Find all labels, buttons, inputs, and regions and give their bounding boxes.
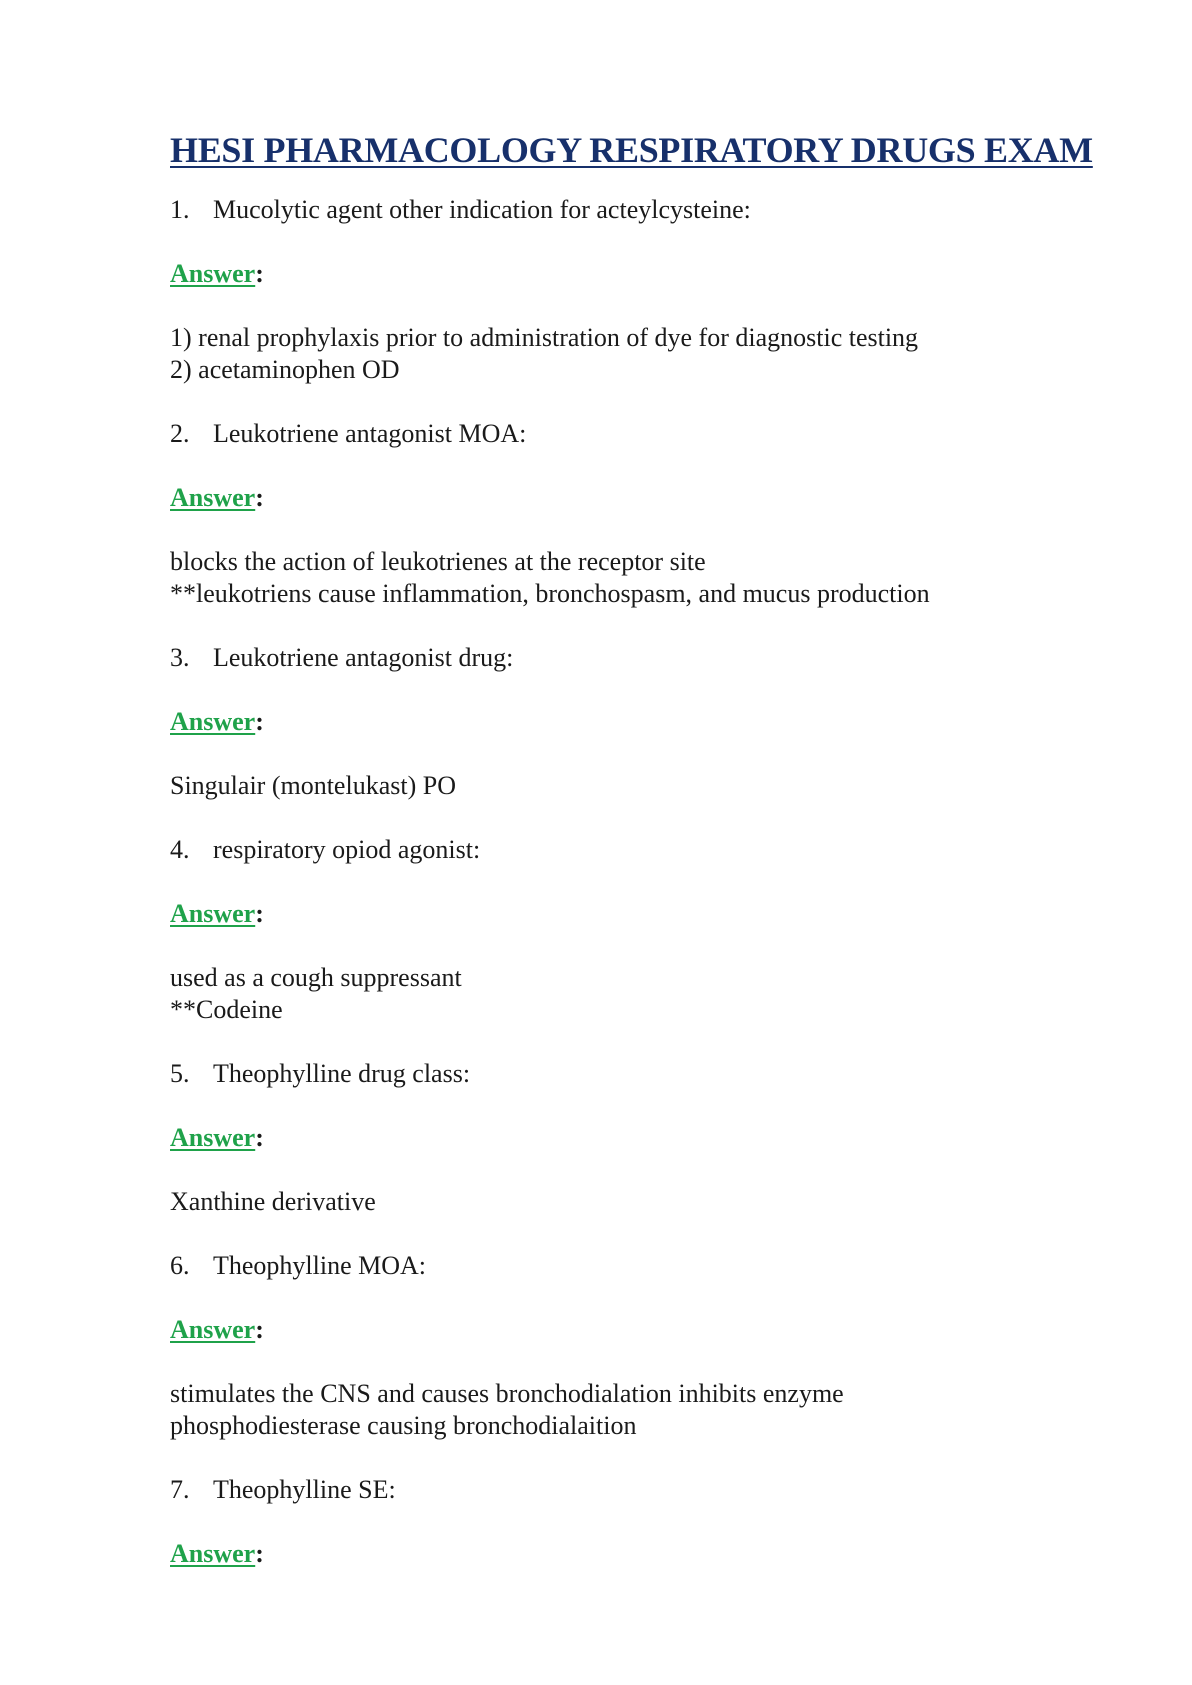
question-text: Theophylline drug class: bbox=[213, 1059, 471, 1088]
answer-label bbox=[170, 898, 1130, 930]
question-text: Mucolytic agent other indication for acteylcysteine: bbox=[213, 195, 751, 224]
question-number: 2. bbox=[170, 419, 190, 448]
answer-label-colon: : bbox=[255, 1539, 264, 1568]
question-text-row bbox=[170, 1058, 1130, 1090]
answer-label-colon: : bbox=[255, 483, 264, 512]
answer-label-word: Answer bbox=[170, 259, 256, 288]
question-item bbox=[170, 834, 1130, 1026]
answer-label-colon: : bbox=[255, 1315, 264, 1344]
question-text-row bbox=[170, 1250, 1130, 1282]
answer-line: stimulates the CNS and causes bronchodialation inhibits enzyme bbox=[170, 1379, 844, 1408]
answer-line: blocks the action of leukotrienes at the receptor site bbox=[170, 547, 706, 576]
answer-line: **Codeine bbox=[170, 995, 283, 1024]
question-text: Theophylline SE: bbox=[213, 1475, 396, 1504]
question-item bbox=[170, 418, 1130, 610]
question-text-row bbox=[170, 418, 1130, 450]
question-text: Leukotriene antagonist drug: bbox=[213, 643, 514, 672]
question-text: Leukotriene antagonist MOA: bbox=[213, 419, 527, 448]
question-number: 3. bbox=[170, 643, 190, 672]
answer-label bbox=[170, 258, 1130, 290]
answer-text bbox=[170, 1378, 1130, 1442]
answer-label-colon: : bbox=[255, 899, 264, 928]
answer-label-word: Answer bbox=[170, 899, 256, 928]
answer-text bbox=[170, 1186, 1130, 1218]
question-text-row bbox=[170, 1474, 1130, 1506]
question-text-row bbox=[170, 194, 1130, 226]
answer-label-word: Answer bbox=[170, 483, 256, 512]
answer-text bbox=[170, 770, 1130, 802]
question-text: Theophylline MOA: bbox=[213, 1251, 427, 1280]
answer-line: 1) renal prophylaxis prior to administration of dye for diagnostic testing bbox=[170, 323, 919, 352]
question-text-row bbox=[170, 642, 1130, 674]
question-item bbox=[170, 1474, 1130, 1570]
question-item bbox=[170, 1250, 1130, 1442]
question-item bbox=[170, 194, 1130, 386]
answer-text bbox=[170, 322, 1130, 386]
answer-label bbox=[170, 482, 1130, 514]
answer-line: Singulair (montelukast) PO bbox=[170, 771, 456, 800]
answer-line: used as a cough suppressant bbox=[170, 963, 462, 992]
answer-label-colon: : bbox=[255, 259, 264, 288]
question-item bbox=[170, 642, 1130, 802]
answer-label-word: Answer bbox=[170, 1315, 256, 1344]
answer-label-word: Answer bbox=[170, 1539, 256, 1568]
answer-text bbox=[170, 546, 1130, 610]
question-number: 7. bbox=[170, 1475, 190, 1504]
question-number: 5. bbox=[170, 1059, 190, 1088]
answer-line: 2) acetaminophen OD bbox=[170, 355, 400, 384]
question-text-row bbox=[170, 834, 1130, 866]
document-title: HESI PHARMACOLOGY RESPIRATORY DRUGS EXAM bbox=[170, 130, 1093, 170]
answer-label-colon: : bbox=[255, 1123, 264, 1152]
answer-label bbox=[170, 1122, 1130, 1154]
question-number: 1. bbox=[170, 195, 190, 224]
document-page bbox=[170, 128, 1130, 1602]
answer-line: phosphodiesterase causing bronchodialaition bbox=[170, 1411, 637, 1440]
answer-label-word: Answer bbox=[170, 1123, 256, 1152]
answer-label-colon: : bbox=[255, 707, 264, 736]
question-item bbox=[170, 1058, 1130, 1218]
answer-label bbox=[170, 706, 1130, 738]
question-list bbox=[170, 194, 1130, 1570]
question-number: 6. bbox=[170, 1251, 190, 1280]
answer-label bbox=[170, 1538, 1130, 1570]
answer-line: Xanthine derivative bbox=[170, 1187, 376, 1216]
question-number: 4. bbox=[170, 835, 190, 864]
answer-label-word: Answer bbox=[170, 707, 256, 736]
answer-label bbox=[170, 1314, 1130, 1346]
answer-text bbox=[170, 962, 1130, 1026]
question-text: respiratory opiod agonist: bbox=[213, 835, 481, 864]
answer-line: **leukotriens cause inflammation, bronchospasm, and mucus production bbox=[170, 579, 930, 608]
